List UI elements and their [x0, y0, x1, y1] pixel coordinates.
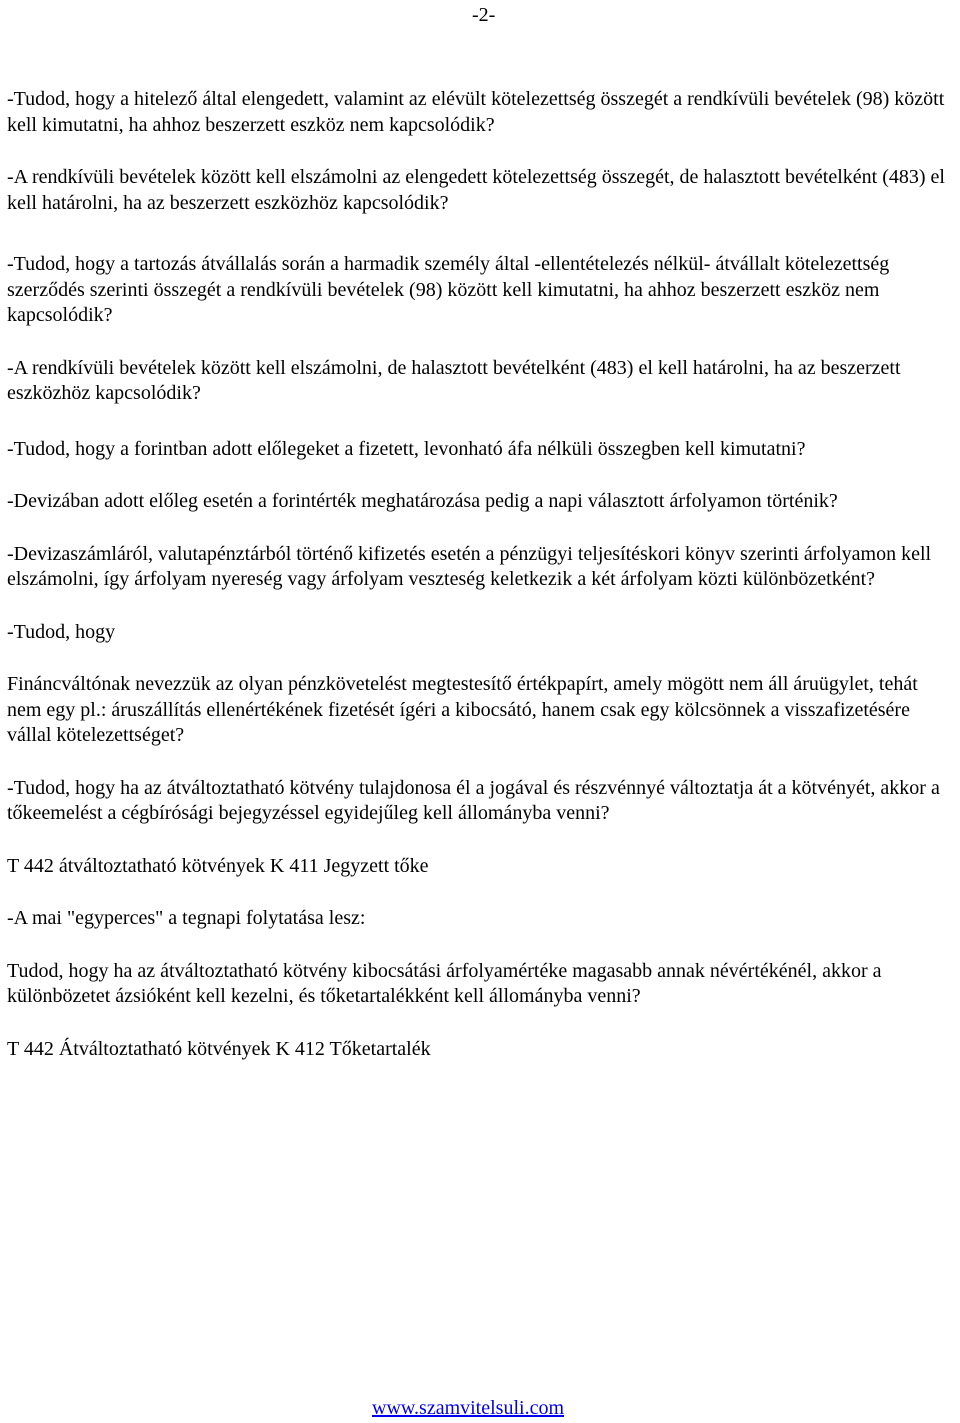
paragraph-6: -Devizában adott előleg esetén a forintérték meghatározása pedig a napi választott árfolyamon történik? — [7, 490, 838, 512]
paragraph-8: -Tudod, hogy — [7, 620, 116, 643]
footer-website-link[interactable]: www.szamvitelsuli.com — [372, 1397, 565, 1419]
paragraph-13: Tudod, hogy ha az átváltoztatható kötvény kibocsátási árfolyamértéke magasabb annak névértékénél, akkor a különbözetet ázsióként kell kezelni, és tőketartalékként kell állományba venni? — [7, 959, 882, 1007]
paragraph-11: T 442 átváltoztatható kötvények K 411 Jegyzett tőke — [7, 854, 429, 877]
paragraph-5: -Tudod, hogy a forintban adott előlegeket a fizetett, levonható áfa nélküli összegben kell kimutatni? — [7, 437, 806, 460]
paragraph-12: -A mai "egyperces" a tegnapi folytatása lesz: — [7, 907, 366, 929]
page-number: -2- — [472, 4, 496, 26]
paragraph-1: -Tudod, hogy a hitelező által elengedett, valamint az elévült kötelezettség összegét a rendkívüli bevételek (98) között kell kimutatni, ha ahhoz beszerzett eszköz nem kapcsolódik? — [7, 88, 945, 136]
document-body — [7, 87, 955, 1062]
paragraph-10: -Tudod, hogy ha az átváltoztatható kötvény tulajdonosa él a jogával és részvénnyé változtatja át a kötvényét, akkor a tőkeemelést a cégbírósági bejegyzéssel egyidejűleg kell állományba venni? — [7, 776, 940, 824]
paragraph-14: T 442 Átváltoztatható kötvények K 412 Tőketartalék — [7, 1037, 431, 1060]
paragraph-3: -Tudod, hogy a tartozás átvállalás során a harmadik személy által -ellentételezés nélkül- átvállalt kötelezettség szerződés szerinti összegét a rendkívüli bevételek (98) között kell kimutatni, ha ahhoz beszerzett eszköz nem kapcsolódik? — [7, 253, 890, 326]
paragraph-7: -Devizaszámláról, valutapénztárból történő kifizetés esetén a pénzügyi teljesítéskori könyv szerinti árfolyamon kell elszámolni, így árfolyam nyereség vagy árfolyam veszteség keletkezik a két árfolyam közti különbözetként? — [7, 542, 932, 590]
paragraph-4: -A rendkívüli bevételek között kell elszámolni, de halasztott bevételként (483) el kell határolni, ha az beszerzett eszközhöz kapcsolódik? — [7, 356, 901, 404]
paragraph-2: -A rendkívüli bevételek között kell elszámolni az elengedett kötelezettség összegét, de halasztott bevételként (483) el kell határolni, ha az beszerzett eszközhöz kapcsolódik? — [7, 166, 945, 214]
paragraph-9: Fináncváltónak nevezzük az olyan pénzkövetelést megtestesítő értékpapírt, amely mögött nem áll áruügylet, tehát nem egy pl.: áruszállítás ellenértékének fizetését ígéri a kibocsátó, hanem csak egy kölcsönnek a visszafizetésére vállal kötelezettséget? — [7, 673, 918, 746]
